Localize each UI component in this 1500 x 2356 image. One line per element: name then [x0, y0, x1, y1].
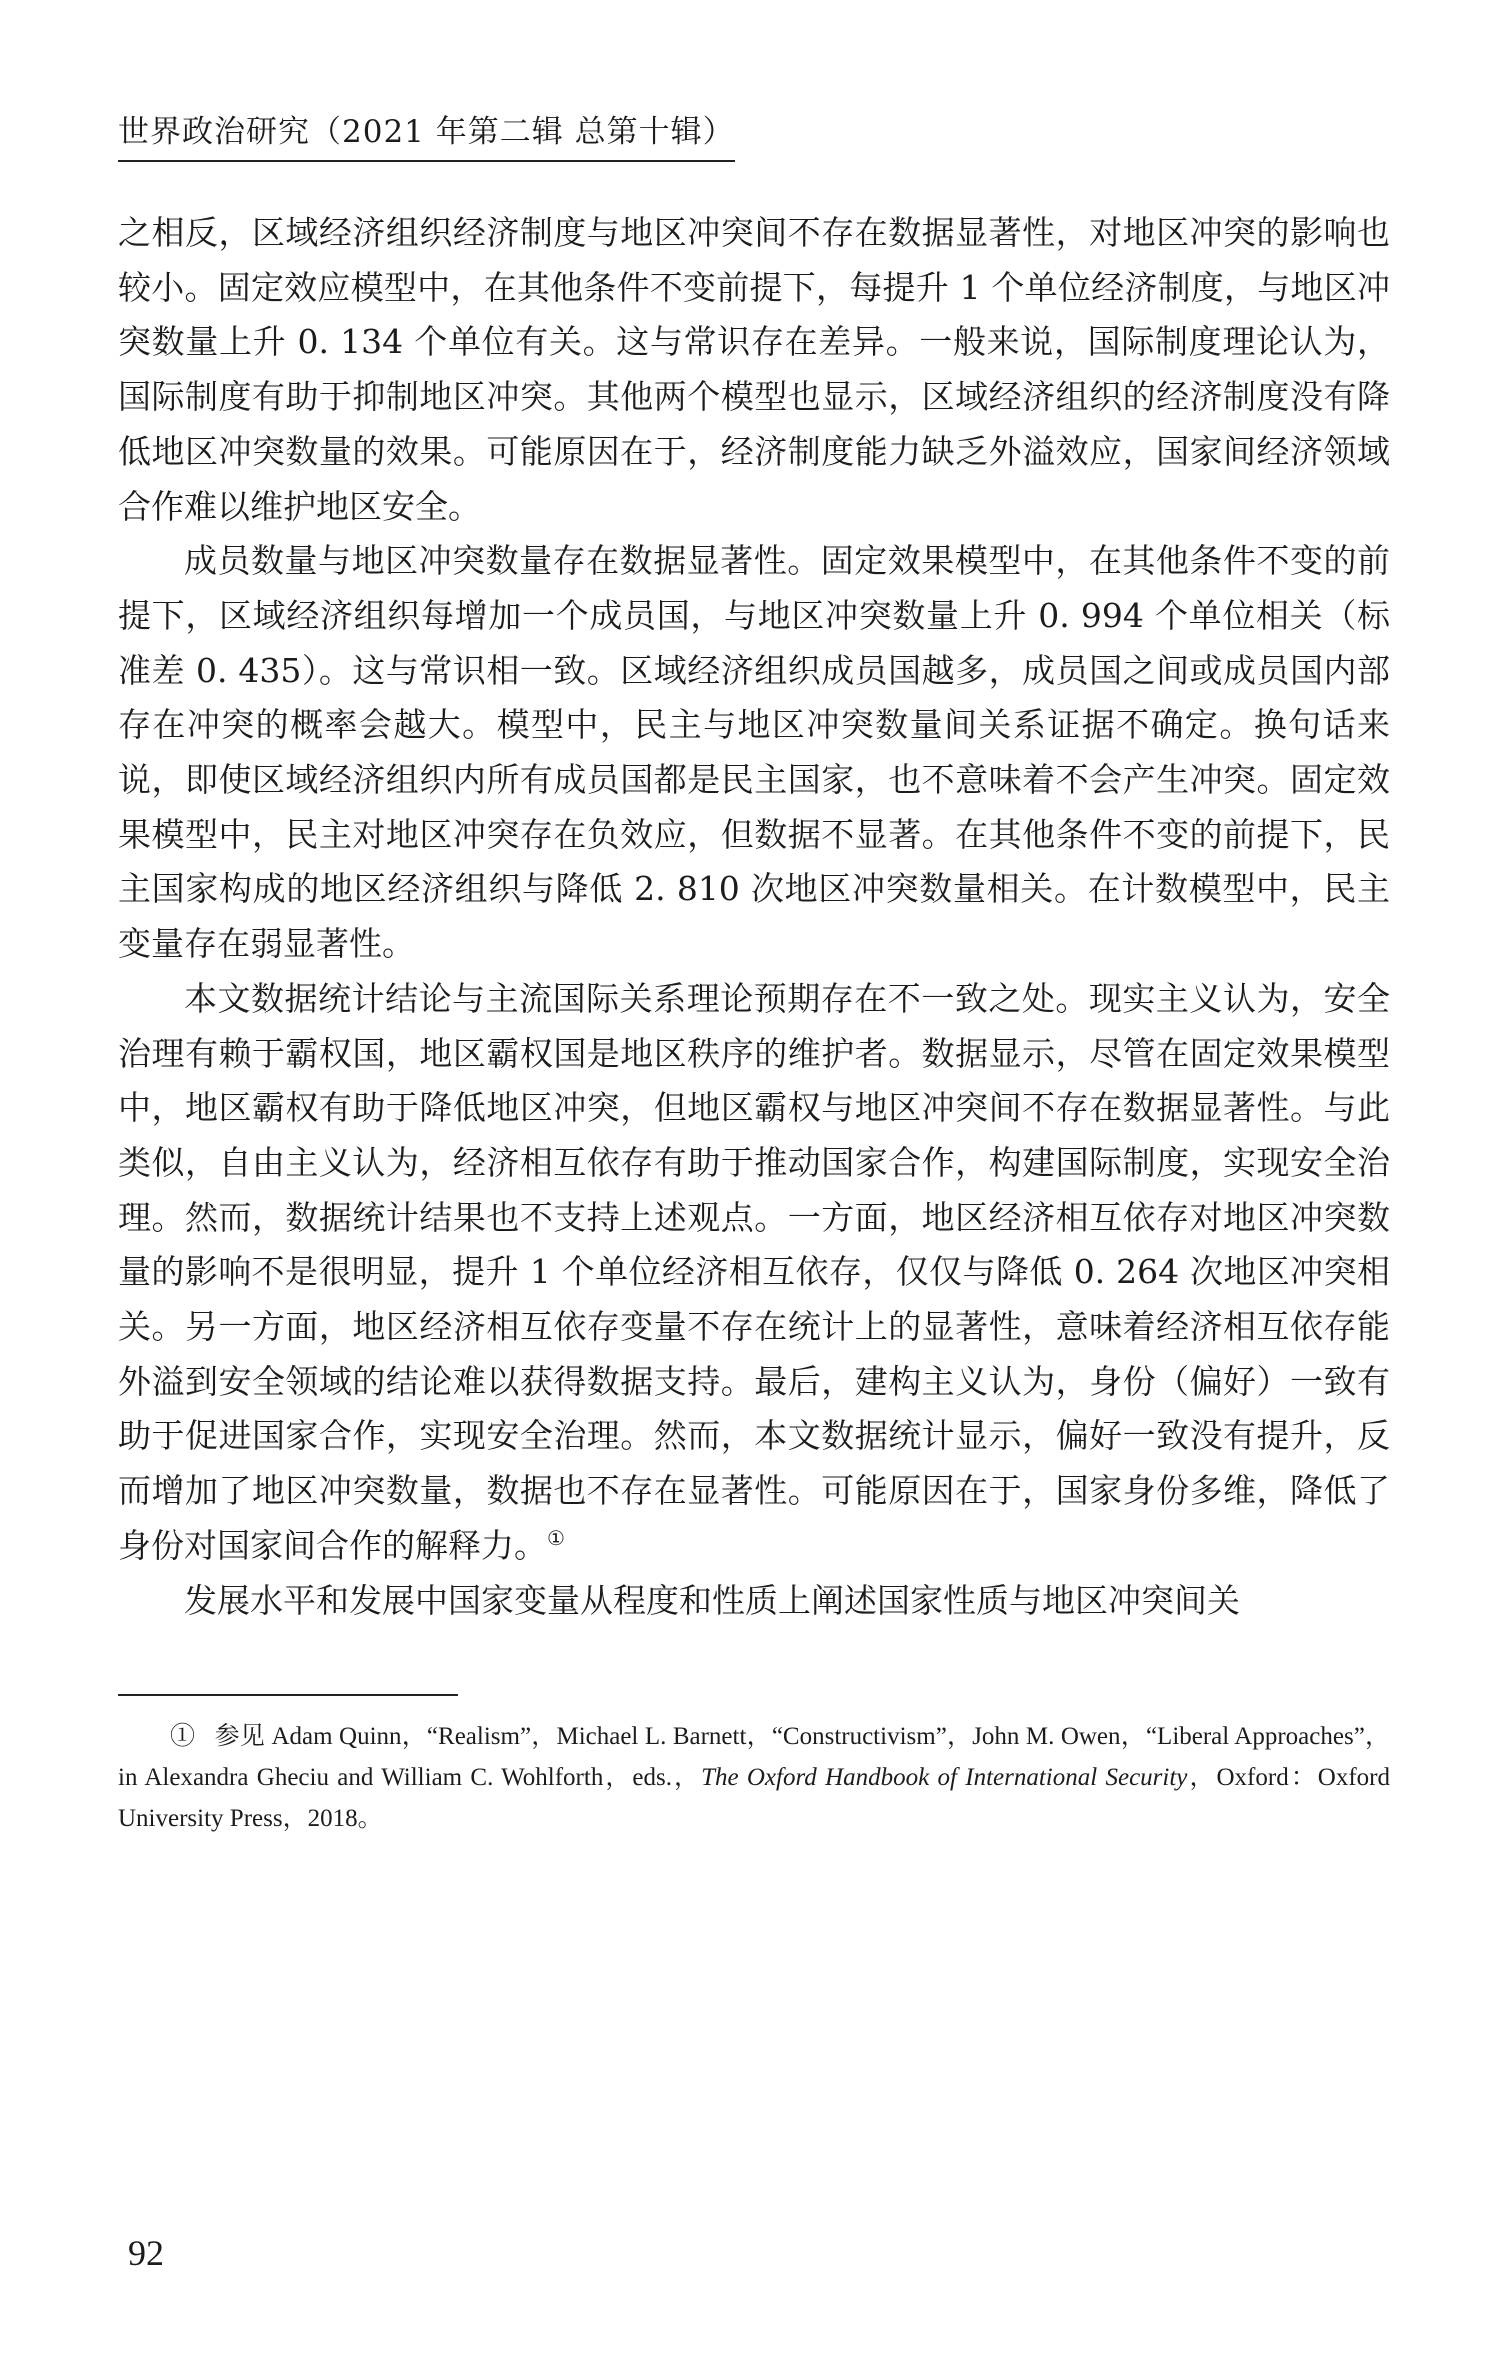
page: [118, 110, 1390, 1839]
footnote-divider: [118, 1694, 458, 1696]
footnote-text-after: ，Oxford：Oxford University Press，2018。: [118, 1764, 1390, 1833]
footnote-book-title: The Oxford Handbook of International Security: [701, 1764, 1188, 1792]
paragraph-1: 之相反，区域经济组织经济制度与地区冲突间不存在数据显著性，对地区冲突的影响也较小。固定效应模型中，在其他条件不变前提下，每提升 1 个单位经济制度，与地区冲突数量上升 0. 134 个单位有关。这与常识存在差异。一般来说，国际制度理论认为，国际制度有助于抑制地区冲突。其他两个模型也显示，区域经济组织的经济制度没有降低地区冲突数量的效果。可能原因在于，经济制度能力缺乏外溢效应，国家间经济领域合作难以维护地区安全。: [118, 213, 1390, 526]
paragraph-4: 发展水平和发展中国家变量从程度和性质上阐述国家性质与地区冲突间关: [184, 1580, 1240, 1620]
paragraph-3-text: 本文数据统计结论与主流国际关系理论预期存在不一致之处。现实主义认为，安全治理有赖于霸权国，地区霸权国是地区秩序的维护者。数据显示，尽管在固定效果模型中，地区霸权有助于降低地区冲突，但地区霸权与地区冲突间不存在数据显著性。与此类似，自由主义认为，经济相互依存有助于推动国家合作，构建国际制度，实现安全治理。然而，数据统计结果也不支持上述观点。一方面，地区经济相互依存对地区冲突数量的影响不是很明显，提升 1 个单位经济相互依存，仅仅与降低 0. 264 次地区冲突相关。另一方面，地区经济相互依存变量不存在统计上的显著性，意味着经济相互依存能外溢到安全领域的结论难以获得数据支持。最后，建构主义认为，身份（偏好）一致有助于促进国家合作，实现安全治理。然而，本文数据统计显示，偏好一致没有提升，反而增加了地区冲突数量，数据也不存在显著性。可能原因在于，国家身份多维，降低了身份对国家间合作的解释力。: [118, 978, 1390, 1565]
footnote: [118, 1716, 1390, 1839]
body-text: [118, 206, 1390, 1628]
running-head: 世界政治研究（2021 年第二辑 总第十辑）: [118, 110, 735, 162]
footnote-text-before: 参见 Adam Quinn，“Realism”，Michael L. Barnett，“Constructivism”，John M. Owen，“Liberal Approaches”，in Alexandra Gheciu and William C. Wohlforth，eds.，: [118, 1723, 1390, 1792]
paragraph-2: 成员数量与地区冲突数量存在数据显著性。固定效果模型中，在其他条件不变的前提下，区域经济组织每增加一个成员国，与地区冲突数量上升 0. 994 个单位相关（标准差 0. 435）。这与常识相一致。区域经济组织成员国越多，成员国之间或成员国内部存在冲突的概率会越大。模型中，民主与地区冲突数量间关系证据不确定。换句话来说，即使区域经济组织内所有成员国都是民主国家，也不意味着不会产生冲突。固定效果模型中，民主对地区冲突存在负效应，但数据不显著。在其他条件不变的前提下，民主国家构成的地区经济组织与降低 2. 810 次地区冲突数量相关。在计数模型中，民主变量存在弱显著性。: [118, 541, 1390, 964]
footnote-marker: ①: [170, 1723, 196, 1751]
footnote-reference[interactable]: ①: [547, 1525, 565, 1550]
paragraph-3: [118, 972, 1390, 1574]
page-number: 92: [128, 2233, 164, 2273]
